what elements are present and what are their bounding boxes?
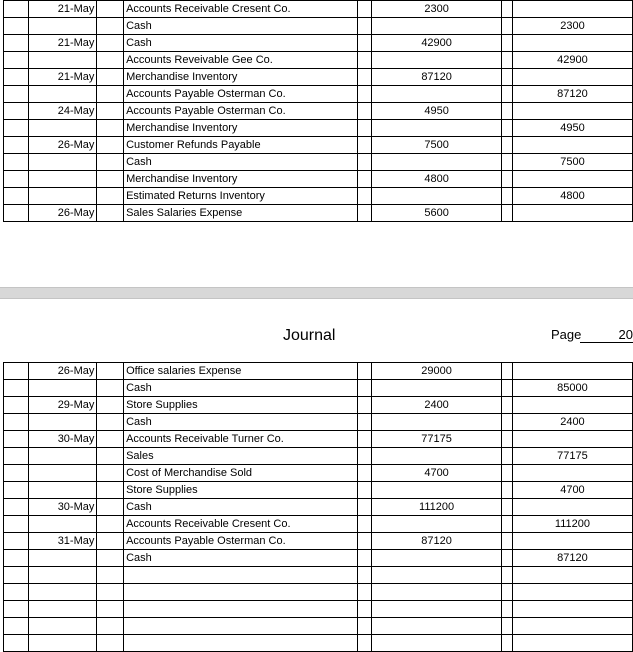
post-ref-cell <box>358 380 372 397</box>
page-label: Page <box>551 327 582 342</box>
post-ref-cell <box>358 171 372 188</box>
date-cell <box>28 154 97 171</box>
row-marker-cell <box>4 397 29 414</box>
ref-cell <box>97 397 124 414</box>
post-ref-cell <box>358 363 372 380</box>
date-cell <box>28 482 97 499</box>
credit-cell: 2400 <box>512 414 632 431</box>
row-marker-cell <box>4 363 29 380</box>
account-cell: Merchandise Inventory <box>124 69 358 86</box>
row-marker-cell <box>4 52 29 69</box>
credit-cell <box>512 618 632 635</box>
debit-cell <box>372 154 502 171</box>
ref-cell <box>97 18 124 35</box>
row-marker-cell <box>4 431 29 448</box>
date-cell <box>28 618 97 635</box>
account-cell <box>124 635 358 652</box>
debit-cell <box>372 188 502 205</box>
credit-cell <box>512 601 632 618</box>
row-marker-cell <box>4 516 29 533</box>
post-ref-cell <box>358 448 372 465</box>
row-marker-cell <box>4 482 29 499</box>
spacer-cell <box>502 86 513 103</box>
debit-cell: 2300 <box>372 1 502 18</box>
post-ref-cell <box>358 120 372 137</box>
credit-cell: 87120 <box>512 550 632 567</box>
page-number-field <box>580 327 633 343</box>
debit-cell <box>372 516 502 533</box>
date-cell <box>28 86 97 103</box>
date-cell <box>28 120 97 137</box>
journal-row <box>4 397 633 414</box>
post-ref-cell <box>358 499 372 516</box>
account-cell: Cash <box>124 499 358 516</box>
journal-row <box>4 137 633 154</box>
date-cell <box>28 448 97 465</box>
date-cell <box>28 414 97 431</box>
debit-cell <box>372 601 502 618</box>
journal-row <box>4 448 633 465</box>
journal-row <box>4 414 633 431</box>
row-marker-cell <box>4 205 29 222</box>
date-cell: 26-May <box>28 137 97 154</box>
journal-row <box>4 618 633 635</box>
spacer-cell <box>502 120 513 137</box>
spacer-cell <box>502 635 513 652</box>
row-marker-cell <box>4 69 29 86</box>
credit-cell <box>512 363 632 380</box>
journal-row <box>4 18 633 35</box>
ref-cell <box>97 550 124 567</box>
post-ref-cell <box>358 618 372 635</box>
debit-cell <box>372 52 502 69</box>
credit-cell <box>512 533 632 550</box>
ref-cell <box>97 414 124 431</box>
journal-row <box>4 103 633 120</box>
row-marker-cell <box>4 137 29 154</box>
credit-cell: 42900 <box>512 52 632 69</box>
account-cell: Merchandise Inventory <box>124 120 358 137</box>
credit-cell: 4950 <box>512 120 632 137</box>
date-cell <box>28 550 97 567</box>
debit-cell: 4800 <box>372 171 502 188</box>
date-cell <box>28 567 97 584</box>
credit-cell: 111200 <box>512 516 632 533</box>
journal-row <box>4 35 633 52</box>
ref-cell <box>97 52 124 69</box>
debit-cell <box>372 120 502 137</box>
debit-cell: 87120 <box>372 533 502 550</box>
account-cell: Merchandise Inventory <box>124 171 358 188</box>
account-cell: Cash <box>124 18 358 35</box>
credit-cell: 77175 <box>512 448 632 465</box>
account-cell <box>124 601 358 618</box>
date-cell <box>28 380 97 397</box>
spacer-cell <box>502 188 513 205</box>
spacer-cell <box>502 18 513 35</box>
account-cell: Cash <box>124 35 358 52</box>
journal-title: Journal <box>283 327 336 344</box>
account-cell: Estimated Returns Inventory <box>124 188 358 205</box>
date-cell: 24-May <box>28 103 97 120</box>
spacer-cell <box>502 205 513 222</box>
ref-cell <box>97 363 124 380</box>
credit-cell: 4800 <box>512 188 632 205</box>
ref-cell <box>97 154 124 171</box>
spacer-cell <box>502 601 513 618</box>
debit-cell <box>372 482 502 499</box>
spacer-cell <box>502 171 513 188</box>
post-ref-cell <box>358 482 372 499</box>
date-cell <box>28 188 97 205</box>
credit-cell <box>512 205 632 222</box>
post-ref-cell <box>358 35 372 52</box>
account-cell: Accounts Receivable Cresent Co. <box>124 516 358 533</box>
ref-cell <box>97 567 124 584</box>
credit-cell <box>512 567 632 584</box>
row-marker-cell <box>4 499 29 516</box>
account-cell: Accounts Receivable Turner Co. <box>124 431 358 448</box>
journal-row <box>4 431 633 448</box>
ref-cell <box>97 618 124 635</box>
debit-cell: 2400 <box>372 397 502 414</box>
date-cell <box>28 52 97 69</box>
row-marker-cell <box>4 380 29 397</box>
credit-cell <box>512 1 632 18</box>
post-ref-cell <box>358 584 372 601</box>
date-cell <box>28 465 97 482</box>
post-ref-cell <box>358 567 372 584</box>
debit-cell: 42900 <box>372 35 502 52</box>
post-ref-cell <box>358 550 372 567</box>
credit-cell: 87120 <box>512 86 632 103</box>
spacer-cell <box>502 431 513 448</box>
ref-cell <box>97 448 124 465</box>
journal-row <box>4 1 633 18</box>
credit-cell <box>512 137 632 154</box>
journal-table-top <box>3 0 633 222</box>
account-cell: Store Supplies <box>124 397 358 414</box>
row-marker-cell <box>4 533 29 550</box>
row-marker-cell <box>4 465 29 482</box>
post-ref-cell <box>358 86 372 103</box>
journal-row <box>4 533 633 550</box>
debit-cell <box>372 448 502 465</box>
ref-cell <box>97 69 124 86</box>
debit-cell: 77175 <box>372 431 502 448</box>
ref-cell <box>97 499 124 516</box>
row-marker-cell <box>4 35 29 52</box>
account-cell: Sales <box>124 448 358 465</box>
ref-cell <box>97 635 124 652</box>
date-cell: 26-May <box>28 205 97 222</box>
credit-cell <box>512 499 632 516</box>
row-marker-cell <box>4 154 29 171</box>
row-marker-cell <box>4 601 29 618</box>
row-marker-cell <box>4 120 29 137</box>
row-marker-cell <box>4 414 29 431</box>
credit-cell <box>512 35 632 52</box>
account-cell: Customer Refunds Payable <box>124 137 358 154</box>
debit-cell <box>372 86 502 103</box>
post-ref-cell <box>358 465 372 482</box>
date-cell: 29-May <box>28 397 97 414</box>
journal-row <box>4 584 633 601</box>
spacer-cell <box>502 397 513 414</box>
spacer-cell <box>502 69 513 86</box>
ref-cell <box>97 120 124 137</box>
journal-table-bottom <box>3 362 633 652</box>
date-cell: 26-May <box>28 363 97 380</box>
journal-row <box>4 171 633 188</box>
journal-row <box>4 380 633 397</box>
date-cell <box>28 601 97 618</box>
ref-cell <box>97 1 124 18</box>
credit-cell <box>512 431 632 448</box>
debit-cell <box>372 550 502 567</box>
date-cell: 31-May <box>28 533 97 550</box>
journal-row <box>4 69 633 86</box>
debit-cell: 111200 <box>372 499 502 516</box>
journal-row <box>4 635 633 652</box>
row-marker-cell <box>4 18 29 35</box>
credit-cell: 4700 <box>512 482 632 499</box>
account-cell: Cash <box>124 550 358 567</box>
debit-cell <box>372 380 502 397</box>
credit-cell <box>512 584 632 601</box>
debit-cell <box>372 18 502 35</box>
journal-row <box>4 120 633 137</box>
account-cell: Accounts Payable Osterman Co. <box>124 533 358 550</box>
post-ref-cell <box>358 205 372 222</box>
journal-row <box>4 154 633 171</box>
account-cell: Cost of Merchandise Sold <box>124 465 358 482</box>
account-cell: Accounts Reveivable Gee Co. <box>124 52 358 69</box>
date-cell: 21-May <box>28 69 97 86</box>
ref-cell <box>97 516 124 533</box>
spacer-cell <box>502 516 513 533</box>
date-cell <box>28 18 97 35</box>
row-marker-cell <box>4 618 29 635</box>
ref-cell <box>97 584 124 601</box>
post-ref-cell <box>358 431 372 448</box>
debit-cell: 29000 <box>372 363 502 380</box>
ref-cell <box>97 188 124 205</box>
credit-cell <box>512 69 632 86</box>
date-cell: 30-May <box>28 499 97 516</box>
ref-cell <box>97 35 124 52</box>
ref-cell <box>97 137 124 154</box>
spacer-cell <box>502 482 513 499</box>
debit-cell <box>372 567 502 584</box>
account-cell: Office salaries Expense <box>124 363 358 380</box>
ref-cell <box>97 431 124 448</box>
journal-row <box>4 516 633 533</box>
post-ref-cell <box>358 52 372 69</box>
debit-cell <box>372 584 502 601</box>
post-ref-cell <box>358 1 372 18</box>
journal-row <box>4 205 633 222</box>
spacer-cell <box>502 550 513 567</box>
ref-cell <box>97 380 124 397</box>
debit-cell: 87120 <box>372 69 502 86</box>
account-cell: Accounts Payable Osterman Co. <box>124 103 358 120</box>
account-cell: Cash <box>124 414 358 431</box>
post-ref-cell <box>358 533 372 550</box>
date-cell: 30-May <box>28 431 97 448</box>
row-marker-cell <box>4 86 29 103</box>
credit-cell: 2300 <box>512 18 632 35</box>
date-cell <box>28 171 97 188</box>
post-ref-cell <box>358 188 372 205</box>
spacer-cell <box>502 448 513 465</box>
account-cell: Cash <box>124 154 358 171</box>
spacer-cell <box>502 567 513 584</box>
date-cell <box>28 516 97 533</box>
ref-cell <box>97 205 124 222</box>
journal-row <box>4 499 633 516</box>
spacer-cell <box>502 533 513 550</box>
account-cell: Store Supplies <box>124 482 358 499</box>
ref-cell <box>97 601 124 618</box>
journal-row <box>4 601 633 618</box>
spacer-cell <box>502 1 513 18</box>
credit-cell <box>512 635 632 652</box>
account-cell: Accounts Receivable Cresent Co. <box>124 1 358 18</box>
post-ref-cell <box>358 103 372 120</box>
ref-cell <box>97 171 124 188</box>
journal-row <box>4 482 633 499</box>
account-cell <box>124 567 358 584</box>
ref-cell <box>97 465 124 482</box>
journal-row <box>4 363 633 380</box>
debit-cell <box>372 635 502 652</box>
spacer-cell <box>502 363 513 380</box>
date-cell: 21-May <box>28 1 97 18</box>
account-cell: Accounts Payable Osterman Co. <box>124 86 358 103</box>
spacer-cell <box>502 154 513 171</box>
spacer-cell <box>502 584 513 601</box>
account-cell <box>124 618 358 635</box>
page-number: 20 <box>618 327 633 342</box>
row-marker-cell <box>4 567 29 584</box>
debit-cell: 7500 <box>372 137 502 154</box>
journal-row <box>4 52 633 69</box>
debit-cell: 4950 <box>372 103 502 120</box>
ref-cell <box>97 103 124 120</box>
post-ref-cell <box>358 154 372 171</box>
journal-row <box>4 86 633 103</box>
post-ref-cell <box>358 601 372 618</box>
account-cell <box>124 584 358 601</box>
post-ref-cell <box>358 635 372 652</box>
debit-cell <box>372 414 502 431</box>
date-cell <box>28 635 97 652</box>
spacer-cell <box>502 103 513 120</box>
debit-cell <box>372 618 502 635</box>
row-marker-cell <box>4 103 29 120</box>
spacer-cell <box>502 414 513 431</box>
journal-row <box>4 188 633 205</box>
ref-cell <box>97 533 124 550</box>
row-marker-cell <box>4 188 29 205</box>
row-marker-cell <box>4 584 29 601</box>
debit-cell: 5600 <box>372 205 502 222</box>
row-marker-cell <box>4 1 29 18</box>
journal-row <box>4 550 633 567</box>
journal-row <box>4 567 633 584</box>
row-marker-cell <box>4 635 29 652</box>
post-ref-cell <box>358 414 372 431</box>
post-ref-cell <box>358 516 372 533</box>
spacer-cell <box>502 618 513 635</box>
spacer-cell <box>502 380 513 397</box>
credit-cell <box>512 171 632 188</box>
credit-cell <box>512 103 632 120</box>
page-break-divider <box>0 287 633 299</box>
credit-cell <box>512 397 632 414</box>
date-cell: 21-May <box>28 35 97 52</box>
ref-cell <box>97 86 124 103</box>
spacer-cell <box>502 137 513 154</box>
spacer-cell <box>502 499 513 516</box>
spacer-cell <box>502 465 513 482</box>
account-cell: Cash <box>124 380 358 397</box>
debit-cell: 4700 <box>372 465 502 482</box>
credit-cell: 7500 <box>512 154 632 171</box>
spacer-cell <box>502 52 513 69</box>
row-marker-cell <box>4 448 29 465</box>
post-ref-cell <box>358 137 372 154</box>
credit-cell <box>512 465 632 482</box>
date-cell <box>28 584 97 601</box>
post-ref-cell <box>358 397 372 414</box>
credit-cell: 85000 <box>512 380 632 397</box>
row-marker-cell <box>4 171 29 188</box>
row-marker-cell <box>4 550 29 567</box>
spacer-cell <box>502 35 513 52</box>
post-ref-cell <box>358 69 372 86</box>
post-ref-cell <box>358 18 372 35</box>
ref-cell <box>97 482 124 499</box>
journal-row <box>4 465 633 482</box>
account-cell: Sales Salaries Expense <box>124 205 358 222</box>
